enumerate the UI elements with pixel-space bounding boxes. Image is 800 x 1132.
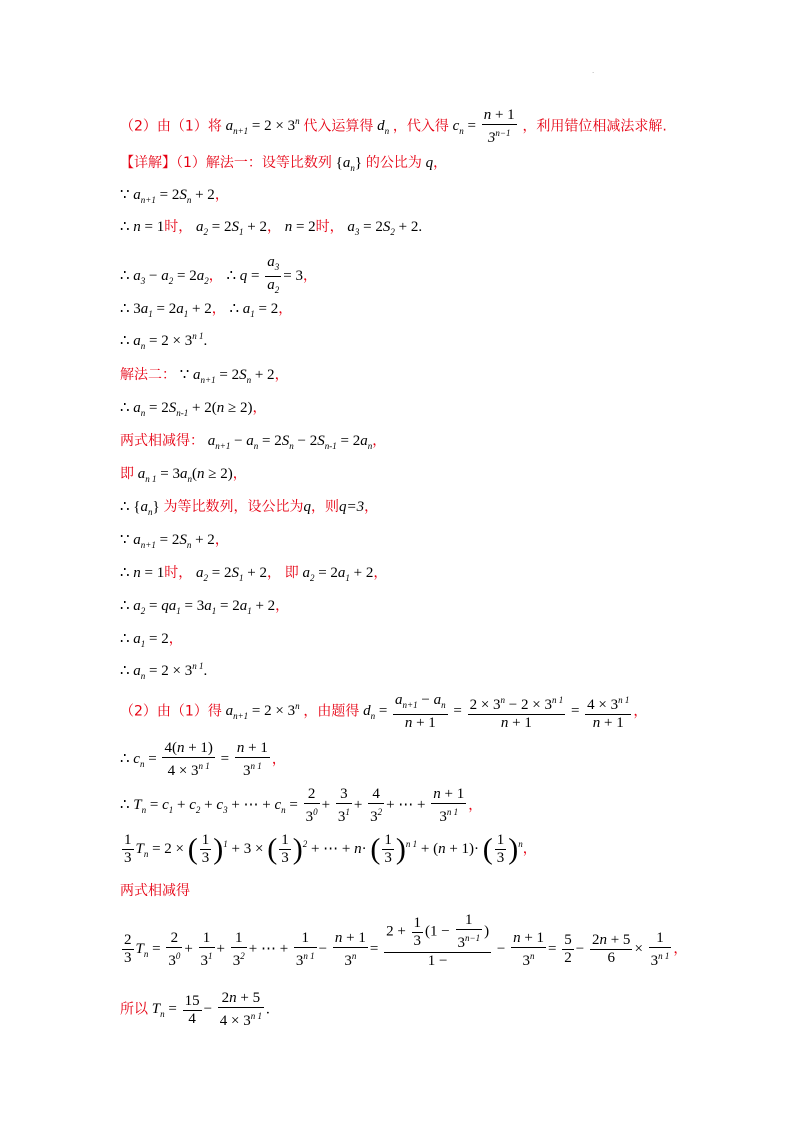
eq-line: ∴ $a_n = 2 \times 3^{n 1}$. [120, 661, 208, 681]
eq-line: ∴ $\{a_n\}$ 为等比数列，设公比为q，则q=3， [120, 499, 379, 517]
part2-line: （2）由（1）得 $a_{n+1} = 2 \times 3^n$ ，由题得 $d_n$ = $\frac{a_{n+1} - a_n}{n + 1}$ = $\frac{2 \times 3^n - 2 \times 3^{n 1}}{n + 1}$ = $\frac{4 \times 3^{n 1}}{n + 1}$ ， [120, 692, 648, 731]
eq-line: ∴ $3a_1 = 2a_1 + 2$， ∴ $a_1 = 2$， [120, 301, 293, 319]
eq-line: ∴ $a_3 - a_2 = 2a_2$， ∴ q = $\frac{a_3}{a_2}$ = 3， [120, 254, 317, 295]
subtract-label-line: 两式相减得 [120, 883, 190, 899]
eq-line: ∴ $a_n = 2 \times 3^{n 1}$. [120, 331, 208, 351]
var-q: q [425, 155, 434, 171]
part2-hint-line [120, 107, 740, 147]
hint-text-3: ，代入得 [392, 118, 449, 135]
eq-line: ∴ n = 1时， $a_2 = 2S_1 + 2$， n = 2时， $a_3 = 2S_2 + 2$. [120, 219, 423, 237]
header-mark: . [592, 66, 595, 75]
eq-line: 两式相减得： $a_{n+1} - a_n = 2S_n - 2S_{n-1} = 2a_n$， [120, 433, 387, 451]
eq-line: ∴ $a_1 = 2$， [120, 631, 183, 649]
detail-heading-line: 【详解】（1）解法一：设等比数列 $\{a_n\}$ 的公比为 q， [120, 155, 448, 173]
eq-line: 即 $a_{n 1} = 3a_n(n \ge 2)$， [120, 466, 247, 484]
formula-cn: $c_n$ = $\frac{n + 1}{3^{n-1}}$ [452, 107, 515, 146]
set-an: $\{a_n\}$ [335, 155, 363, 173]
conclusion-line: 所以 $T_n$ = $\frac{15}{4}$ − $\frac{2n + 5}{4 \times 3^{n 1}}$ . [120, 990, 270, 1029]
eq-line: $\frac{1}{3}$ $T_n = 2$ × ( $\frac{1}{3}$ )$^1$ + 3 × ( $\frac{1}{3}$ )$^2$ + ⋯ + n· ( $\frac{1}{3}$ )$^{n 1}$ + (n + 1)· ( $\frac{1}{3}$ )$^n$， [124, 832, 537, 866]
formula-dn: $d_n$ [377, 118, 390, 137]
eq-line: ∴ n = 1时， $a_2 = 2S_1 + 2$， 即 $a_2 = 2a_1 + 2$， [120, 565, 388, 583]
method2-line: 解法二： ∵ $a_{n+1} = 2S_n + 2$， [120, 367, 289, 385]
eq-line: ∵ $a_{n+1} = 2S_n + 2$， [120, 187, 229, 205]
eq-line: ∴ $T_n = c_1 + c_2 + c_3$ + ⋯ + $c_n$ = $\frac{2}{3^0}$ + $\frac{3}{3^1}$ + $\frac{4}{3^2}$ + ⋯ + $\frac{n + 1}{3^{n 1}}$ ， [120, 786, 483, 825]
eq-line: $\frac{2}{3}$ $T_n$ = $\frac{2}{3^0}$ + $\frac{1}{3^1}$ + $\frac{1}{3^2}$ + ⋯ + $\frac{1}{3^{n 1}}$ − $\frac{n + 1}{3^n}$ = 2 + $\frac{1}{3}$ (1 − $\frac{1}{3^{n-1}}$ ) 1 − − $\frac{n + 1}{3^n}$ = $\frac{5}{2}$ − $\frac{2n + 5}{6}$ × $\frac{1}{3^{n 1}}$ ， [124, 912, 688, 969]
detail-label: 【详解】（1）解法一：设等比数列 [120, 155, 332, 171]
eq-line: ∴ $c_n$ = $\frac{4(n + 1)}{4 \times 3^{n 1}}$ = $\frac{n + 1}{3^{n 1}}$ ， [120, 740, 286, 779]
eq-line: ∴ $a_2 = qa_1 = 3a_1 = 2a_1 + 2$， [120, 598, 290, 616]
formula-an1: $a_{n+1} = 2 \times 3^n$ [225, 116, 300, 137]
hint-text-2: 代入运算得 [303, 118, 374, 135]
ratio-text: 的公比为 [365, 155, 422, 171]
hint-text-1: （2）由（1）将 [120, 118, 222, 135]
method2-label: 解法二： [120, 367, 176, 383]
eq-line: ∵ $a_{n+1} = 2S_n + 2$， [120, 532, 229, 550]
eq-line: ∴ $a_n = 2S_{n-1} + 2(n \ge 2)$， [120, 400, 267, 418]
hint-text-4: ，利用错位相减法求解. [522, 118, 667, 135]
